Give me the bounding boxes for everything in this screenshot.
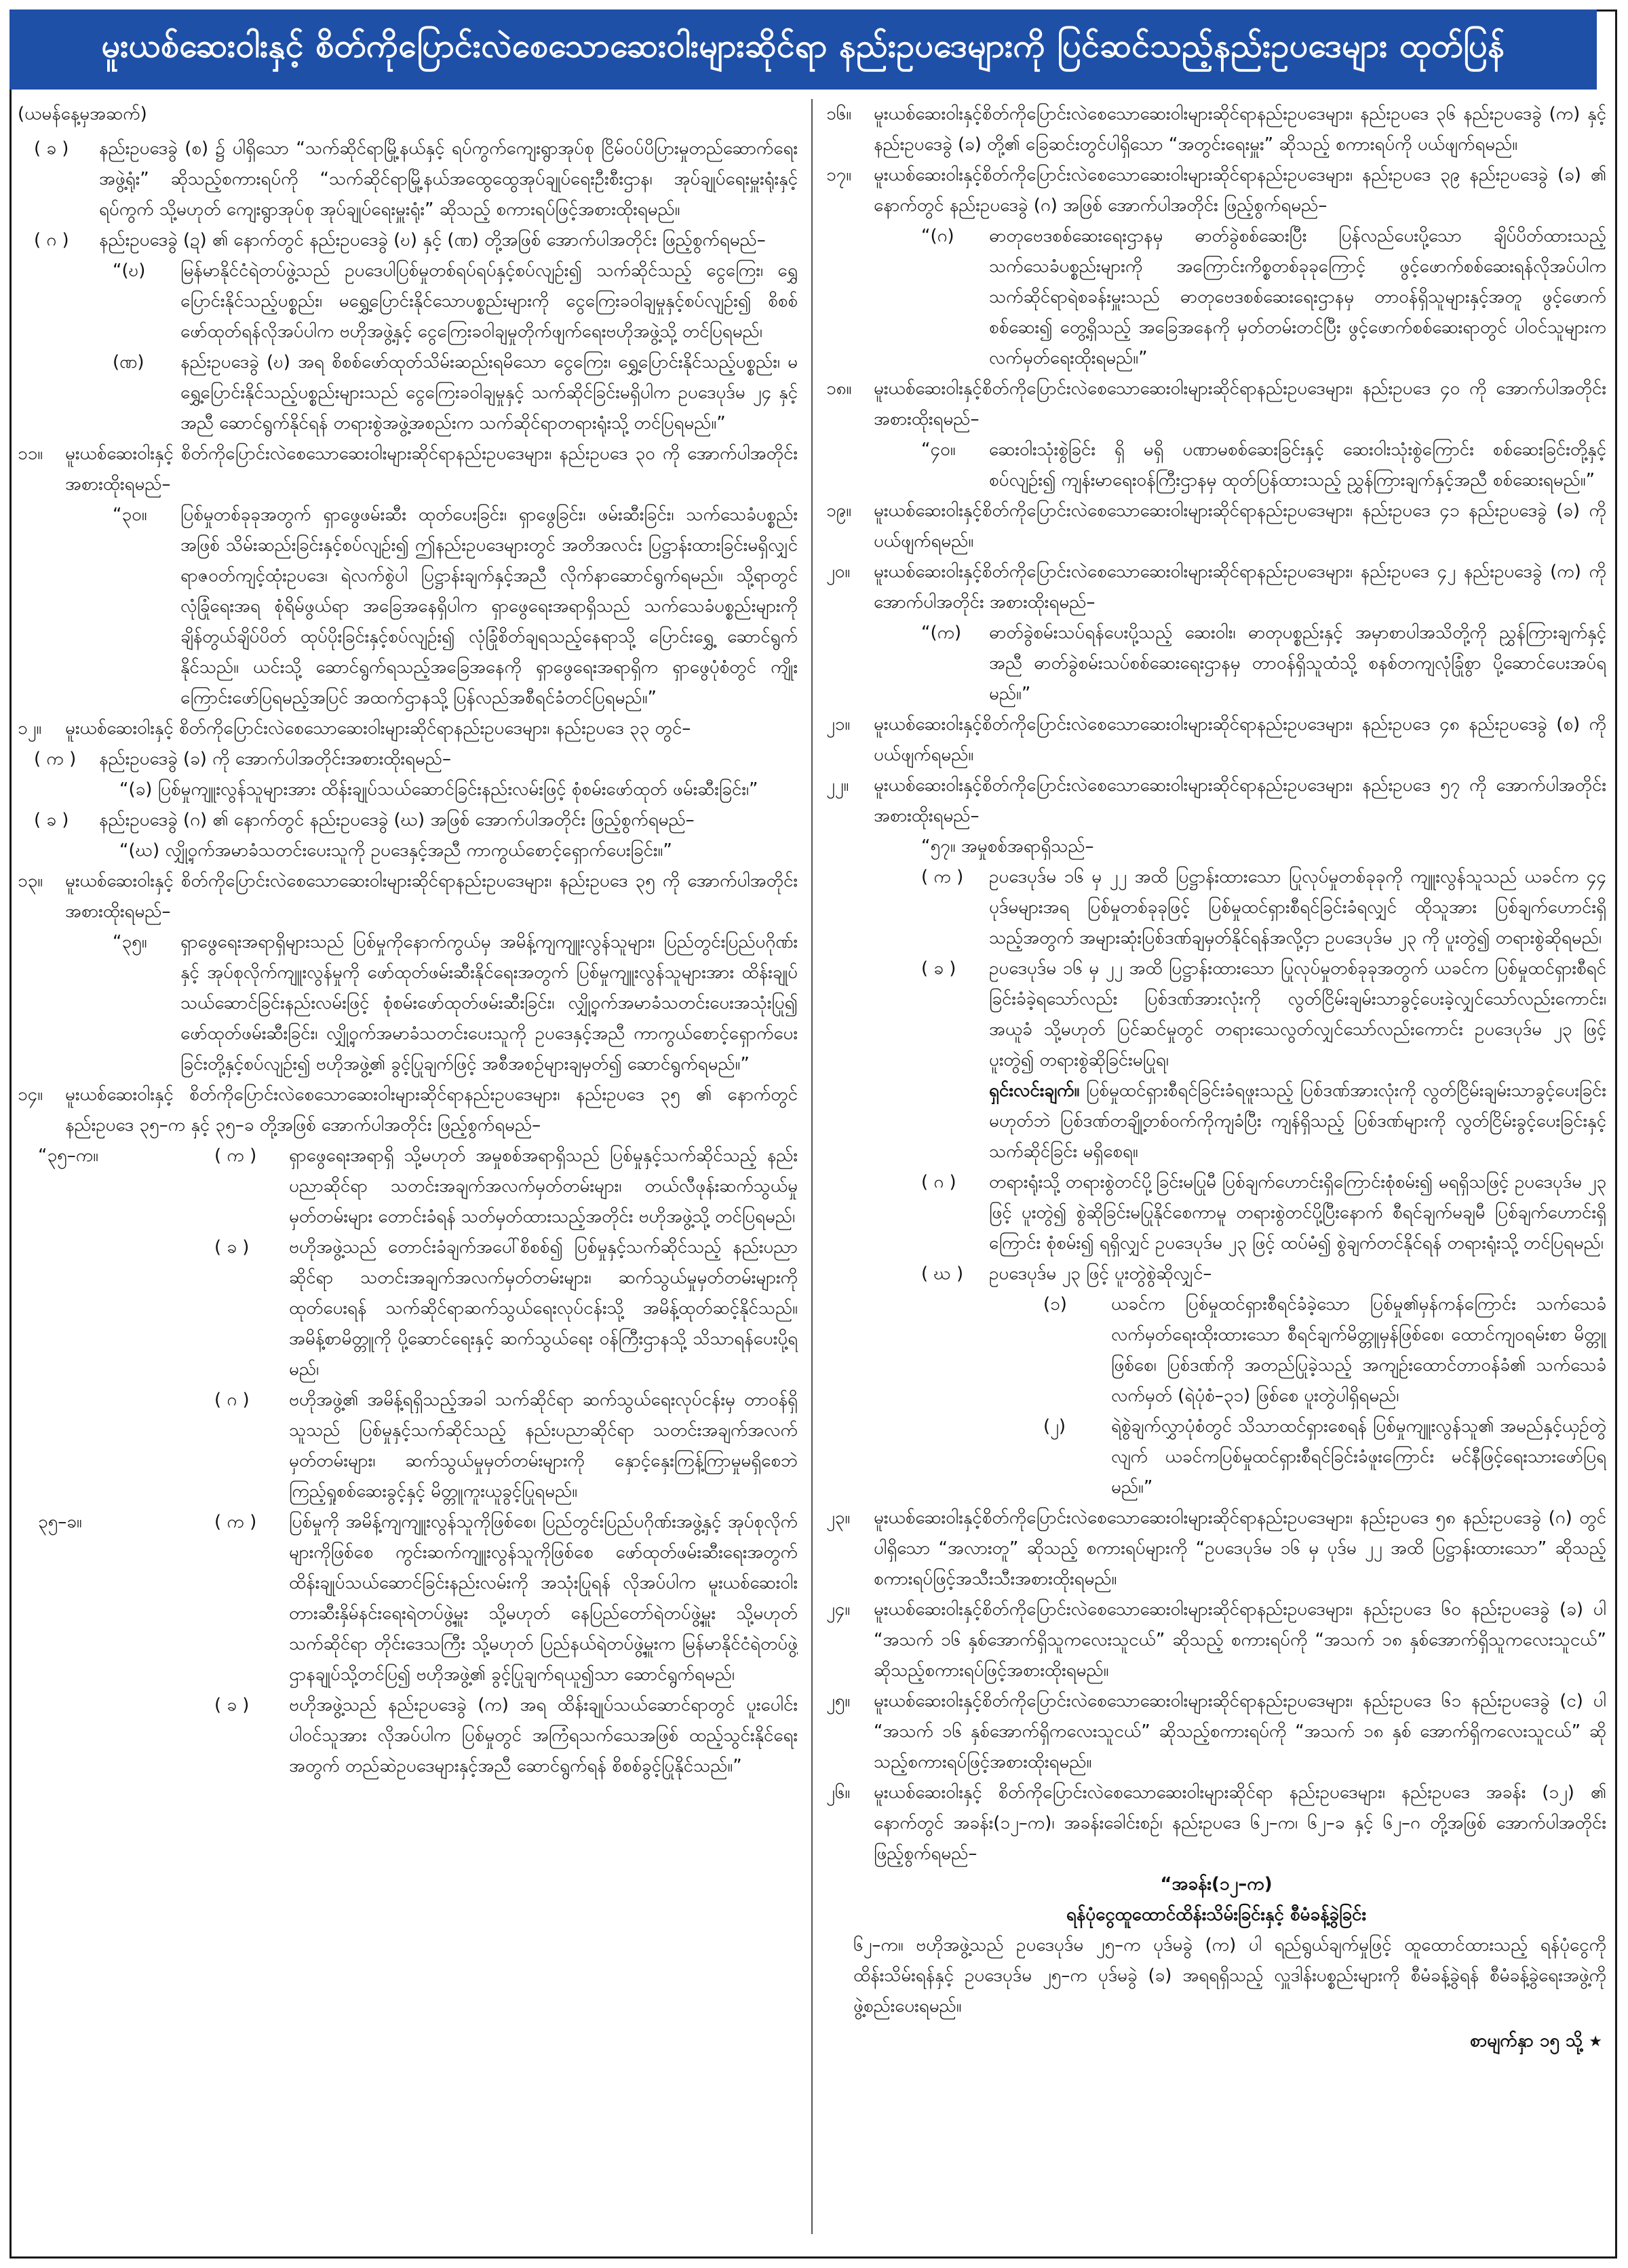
rule-35a-ga xyxy=(18,1385,798,1507)
section-text: မူးယစ်ဆေးဝါးနှင့်စိတ်ကိုပြောင်းလဲစေသောဆေးဝါးများဆိုင်ရာနည်းဥပဒေများ၊ နည်းဥပဒေ ၅၈ နည်းဥပဒေခွဲ (ဂ) တွင်ပါရှိသော “အလားတူ” ဆိုသည့် စကားရပ်များကို “ဥပဒေပုဒ်မ ၁၆ မှ ပုဒ်မ ၂၂ အထိ ပြဋ္ဌာန်းထားသော” ဆိုသည့်စကားရပ်ဖြင့်အသီးသီးအစားထိုးရမည်။ xyxy=(874,1508,1606,1589)
section-number: ၁၃။ xyxy=(18,871,43,891)
section-text: မူးယစ်ဆေးဝါးနှင့်စိတ်ကိုပြောင်းလဲစေသောဆေးဝါးများဆိုင်ရာနည်းဥပဒေများ၊ နည်းဥပဒေ ၄၂ နည်းဥပဒေခွဲ (က) ကို အောက်ပါအတိုင်း အစားထိုးရမည်– xyxy=(874,562,1606,612)
section-text: မူးယစ်ဆေးဝါးနှင့်စိတ်ကိုပြောင်းလဲစေသောဆေးဝါးများဆိုင်ရာနည်းဥပဒေများ၊ နည်းဥပဒေ ၄၁ နည်းဥပဒေခွဲ (ခ) ကို ပယ်ဖျက်ရမည်။ xyxy=(874,501,1606,551)
section-number: ၁၇။ xyxy=(826,165,852,185)
clause-text: တရားရုံးသို့ တရားစွဲတင်ပို့ခြင်းမပြုမီ ပြစ်ချက်ဟောင်းရှိကြောင်းစုံစမ်း၍ မရရှိသဖြင့် ဥပဒေပုဒ်မ ၂၃ ဖြင့် ပူးတွဲ၍ စွဲဆိုခြင်းမပြုနိုင်စေကာမူ တရားစွဲတင်ပို့ပြီးနောက် စီရင်ချက်မချမီ ပြစ်ချက်ဟောင်းရှိကြောင်း စုံစမ်း၍ ရရှိလျှင် ဥပဒေပုဒ်မ ၂၃ ဖြင့် ထပ်မံ၍ စွဲချက်တင်နိုင်ရန် တရားရုံးသို့ တင်ပြရမည်၊ xyxy=(989,1172,1606,1253)
section-number: ၂၅။ xyxy=(826,1691,851,1711)
section-24 xyxy=(826,1595,1606,1686)
clause-mark: ( ဃ ) xyxy=(921,1264,964,1284)
clause-ka xyxy=(826,862,1606,954)
section-26 xyxy=(826,1778,1606,1869)
sub-clause-1 xyxy=(826,1289,1606,1411)
clause-text: ပြစ်မှုကို အမိန့်ကျကျူးလွန်သူကိုဖြစ်စေ၊ ပြည်တွင်းပြည်ပဂိုဏ်းအဖွဲ့နှင့် အုပ်စုလိုက်များကိုဖြစ်စေ ကွင်းဆက်ကျူးလွန်သူကိုဖြစ်စေ ဖော်ထုတ်ဖမ်းဆီးရေးအတွက် ထိန်းချုပ်သယ်ဆောင်ခြင်းနည်းလမ်းကို အသုံးပြုရန် လိုအပ်ပါက မူးယစ်ဆေးဝါးတားဆီးနှိမ်နင်းရေးရဲတပ်ဖွဲ့မှူး သို့မဟုတ် နေပြည်တော်ရဲတပ်ဖွဲ့မှူး သို့မဟုတ် သက်ဆိုင်ရာ တိုင်းဒေသကြီး သို့မဟုတ် ပြည်နယ်ရဲတပ်ဖွဲ့မှူးက မြန်မာနိုင်ငံရဲတပ်ဖွဲ့ဌာနချုပ်သို့တင်ပြ၍ ဗဟိုအဖွဲ့၏ ခွင့်ပြုချက်ရယူ၍သာ ဆောင်ရွက်ရမည်၊ xyxy=(289,1512,798,1685)
subsection-text: နည်းဥပဒေခွဲ (စ) ၌ ပါရှိသော “သက်ဆိုင်ရာမြို့နယ်နှင့် ရပ်ကွက်ကျေးရွာအုပ်စု ငြိမ်ဝပ်ပိပြားမှုတည်ဆောက်ရေးအဖွဲ့ရုံး” ဆိုသည့်စကားရပ်ကို “သက်ဆိုင်ရာမြို့နယ်အထွေထွေအုပ်ချုပ်ရေးဦးစီးဌာန၊ အုပ်ချုပ်ရေးမှူးရုံးနှင့် ရပ်ကွက် သို့မဟုတ် ကျေးရွာအုပ်စု အုပ်ချုပ်ရေးမှူးရုံး” ဆိုသည့် စကားရပ်ဖြင့်အစားထိုးရမည်။ xyxy=(99,138,798,220)
section-text: မူးယစ်ဆေးဝါးနှင့် စိတ်ကိုပြောင်းလဲစေသောဆေးဝါးများဆိုင်ရာနည်းဥပဒေများ၊ နည်းဥပဒေ ၃၅ ၏ နောက်တွင် နည်းဥပဒေ ၃၅–က နှင့် ၃၅–ခ တို့အဖြစ် အောက်ပါအတိုင်း ဖြည့်စွက်ရမည်– xyxy=(65,1084,798,1135)
sub-clause-mark: (၁) xyxy=(1043,1294,1067,1314)
section-text: မူးယစ်ဆေးဝါးနှင့် စိတ်ကိုပြောင်းလဲစေသောဆေးဝါးများဆိုင်ရာနည်းဥပဒေများ၊ နည်းဥပဒေ ၃၀ ကို အောက်ပါအတိုင်း အစားထိုးရမည်– xyxy=(65,444,798,494)
subsection-kha xyxy=(18,805,798,836)
section-17 xyxy=(826,160,1606,221)
clause-text: မြန်မာနိုင်ငံရဲတပ်ဖွဲ့သည် ဥပဒေပါပြစ်မှုတစ်ရပ်ရပ်နှင့်စပ်လျဉ်း၍ သက်ဆိုင်သည့် ငွေကြေး၊ ရွှေပြောင်းနိုင်သည့်ပစ္စည်း၊ မရွှေ့ပြောင်းနိုင်သောပစ္စည်းများကို ငွေကြေးခဝါချမှုနှင့်စပ်လျဉ်း၍ စိစစ်ဖော်ထုတ်ရန်လိုအပ်ပါက ဗဟိုအဖွဲ့နှင့် ငွေကြေးခဝါချမှုတိုက်ဖျက်ရေးဗဟိုအဖွဲ့သို့ တင်ပြရမည်၊ xyxy=(180,260,798,342)
section-number: ၁၈။ xyxy=(826,378,852,399)
clause-text: ဥပဒေပုဒ်မ ၁၆ မှ ၂၂ အထိ ပြဋ္ဌာန်းထားသော ပြုလုပ်မှုတစ်ခုခုကို ကျူးလွန်သူသည် ယခင်က ၄၄ ပုဒ်မများအရ ပြစ်မှုတစ်ခုခုဖြင့် ပြစ်မှုထင်ရှားစီရင်ခြင်းခံရလျှင် ထိုသူအား ပြစ်ချက်ဟောင်းရှိသည့်အတွက် အများဆုံးပြစ်ဒဏ်ချမှတ်နိုင်ရန်အလို့ငှာ ဥပဒေပုဒ်မ ၂၃ ကို ပူးတွဲ၍ တရားစွဲဆိုရမည်၊ xyxy=(989,867,1606,948)
subsection-text: နည်းဥပဒေခွဲ (ဍ) ၏ နောက်တွင် နည်းဥပဒေခွဲ (ဎ) နှင့် (ဏ) တို့အဖြစ် အောက်ပါအတိုင်း ဖြည့်စွက်ရမည်– xyxy=(99,230,766,250)
clause-mark: “(က) xyxy=(921,623,962,643)
section-25 xyxy=(826,1686,1606,1778)
section-text: မူးယစ်ဆေးဝါးနှင့်စိတ်ကိုပြောင်းလဲစေသောဆေးဝါးများဆိုင်ရာနည်းဥပဒေများ၊ နည်းဥပဒေ ၃၉ နည်းဥပဒေခွဲ (ခ) ၏ နောက်တွင် နည်းဥပဒေခွဲ (ဂ) အဖြစ် အောက်ပါအတိုင်း ဖြည့်စွက်ရမည်– xyxy=(874,165,1606,216)
section-text: မူးယစ်ဆေးဝါးနှင့်စိတ်ကိုပြောင်းလဲစေသောဆေးဝါးများဆိုင်ရာနည်းဥပဒေများ၊ နည်းဥပဒေ ၆၁ နည်းဥပဒေခွဲ (င) ပါ “အသက် ၁၆ နှစ်အောက်ရှိကလေးသူငယ်” ဆိုသည့်စကားရပ်ကို “အသက် ၁၈ နှစ် အောက်ရှိကလေးသူငယ်” ဆိုသည့်စကားရပ်ဖြင့်အစားထိုးရမည်။ xyxy=(874,1691,1606,1772)
clause-mark: ( ဂ ) xyxy=(214,1390,250,1410)
rule-text: ရှာဖွေရေးအရာရှိများသည် ပြစ်မှုကိုနောက်ကွယ်မှ အမိန့်ကျကျူးလွန်သူများ၊ ပြည်တွင်းပြည်ပဂိုဏ်းနှင့် အုပ်စုလိုက်ကျူးလွန်မှုကို ဖော်ထုတ်ဖမ်းဆီးနိုင်ရေးအတွက် ပြစ်မှုကျူးလွန်သူများအား ထိန်းချုပ်သယ်ဆောင်ခြင်းနည်းလမ်းဖြင့် စုံစမ်းဖော်ထုတ်ဖမ်းဆီးခြင်း၊ လျှို့ဝှက်အမာခံသတင်းပေးအသုံးပြု၍ ဖော်ထုတ်ဖမ်းဆီးခြင်း၊ လျှို့ဝှက်အမာခံသတင်းပေးသူကို ဥပဒေနှင့်အညီ ကာကွယ်စောင့်ရှောက်ပေးခြင်းတို့နှင့်စပ်လျဉ်း၍ ဗဟိုအဖွဲ့၏ ခွင့်ပြုချက်ဖြင့် အစီအစဉ်များချမှတ်၍ ဆောင်ရွက်ရမည်။” xyxy=(180,932,798,1074)
quoted-clause: “(ခ) ပြစ်မှုကျူးလွန်သူများအား ထိန်းချုပ်သယ်ဆောင်ခြင်းနည်းလမ်းဖြင့် စုံစမ်းဖော်ထုတ် ဖမ်းဆီးခြင်း၊” xyxy=(119,779,758,800)
clause-mark: “(ဂ) xyxy=(921,226,954,246)
rule-35b-ka xyxy=(18,1507,798,1690)
section-number: ၂၁။ xyxy=(826,714,851,735)
column-divider xyxy=(811,99,813,2234)
explanation-text: ပြစ်မှုထင်ရှားစီရင်ခြင်းခံရဖူးသည့် ပြစ်ဒဏ်အားလုံးကို လွတ်ငြိမ်းချမ်းသာခွင့်ပေးခြင်းမဟုတ်ဘဲ ပြစ်ဒဏ်တချို့တစ်ဝက်ကိုကျခံပြီး ကျန်ရှိသည့် ပြစ်ဒဏ်များကို လွတ်ငြိမ်းခွင့်ပေးခြင်းနှင့်သက်ဆိုင်ခြင်း မရှိစေရ။ xyxy=(989,1080,1606,1162)
sub-clause-text: ရဲစွဲချက်လွှာပုံစံတွင် သိသာထင်ရှားစေရန် ပြစ်မှုကျူးလွန်သူ၏ အမည်နှင့်ယှဉ်တွဲလျက် ယခင်ကပြစ်မှုထင်ရှားစီရင်ခြင်းခံဖူးကြောင်း မင်နီဖြင့်ရေးသားဖော်ပြရမည်။” xyxy=(1111,1416,1606,1498)
rule-number: ၃၅–ခ။ xyxy=(38,1512,82,1532)
rule-number: “၃၅–က။ xyxy=(38,1146,99,1166)
clause-mark: (ဏ) xyxy=(113,352,144,372)
clause-mark: “(ဎ) xyxy=(113,260,146,281)
rule-number: “၄၀။ xyxy=(921,439,956,460)
sub-clause-mark: (၂) xyxy=(1043,1416,1066,1436)
quoted-clause: “(ဃ) လျှို့ဝှက်အမာခံသတင်းပေးသူကို ဥပဒေနှင့်အညီ ကာကွယ်စောင့်ရှောက်ပေးခြင်း။” xyxy=(119,840,672,861)
quoted-rule-57: “၅၇။ အမှုစစ်အရာရှိသည်– xyxy=(921,836,1094,857)
clause-mark: ( ဂ ) xyxy=(921,1172,956,1192)
right-column xyxy=(826,99,1606,2234)
clause-mark: ( က ) xyxy=(214,1146,257,1166)
clause-text: ဗဟိုအဖွဲ့သည် နည်းဥပဒေခွဲ (က) အရ ထိန်းချုပ်သယ်ဆောင်ရာတွင် ပူးပေါင်းပါဝင်သူအား လိုအပ်ပါက ပြစ်မှုတွင် အကြံရသက်သေအဖြစ် ထည့်သွင်းနိုင်ရေးအတွက် တည်ဆဲဥပဒေများနှင့်အညီ ဆောင်ရွက်ရန် စိစစ်ခွင့်ပြုနိုင်သည်။” xyxy=(289,1695,798,1776)
star-icon: ★ xyxy=(1589,2033,1602,2050)
section-13 xyxy=(18,866,798,927)
left-column xyxy=(18,99,798,2234)
clause-text: ဗဟိုအဖွဲ့သည် တောင်းခံချက်အပေါ်စိစစ်၍ ပြစ်မှုနှင့်သက်ဆိုင်သည့် နည်းပညာဆိုင်ရာ သတင်းအချက်အလက်မှတ်တမ်းများ၊ ဆက်သွယ်မှုမှတ်တမ်းများကိုထုတ်ပေးရန် သက်ဆိုင်ရာဆက်သွယ်ရေးလုပ်ငန်းသို့ အမိန့်ထုတ်ဆင့်နိုင်သည်။ အမိန့်စာမိတ္တူကို ပို့ဆောင်ရေးနှင့် ဆက်သွယ်ရေး ဝန်ကြီးဌာနသို့ သိသာရန်ပေးပို့ရမည်၊ xyxy=(289,1237,798,1380)
section-text: မူးယစ်ဆေးဝါးနှင့်စိတ်ကိုပြောင်းလဲစေသောဆေးဝါးများဆိုင်ရာနည်းဥပဒေများ၊ နည်းဥပဒေ ၆၀ နည်းဥပဒေခွဲ (ခ) ပါ “အသက် ၁၆ နှစ်အောက်ရှိသူကလေးသူငယ်” ဆိုသည့် စကားရပ်ကို “အသက် ၁၈ နှစ်အောက်ရှိသူကလေးသူငယ်” ဆိုသည့်စကားရပ်ဖြင့်အစားထိုးရမည်။ xyxy=(874,1599,1606,1681)
quoted-rule-40 xyxy=(826,435,1606,496)
quoted-rule-35 xyxy=(18,927,798,1080)
clause-mark: ( က ) xyxy=(214,1512,257,1532)
subsection-text: နည်းဥပဒေခွဲ (ဂ) ၏ နောက်တွင် နည်းဥပဒေခွဲ (ဃ) အဖြစ် အောက်ပါအတိုင်း ဖြည့်စွက်ရမည်– xyxy=(99,810,695,830)
subsection-mark: ( ခ ) xyxy=(34,810,69,830)
clause-kha xyxy=(826,954,1606,1076)
section-number: ၂၂။ xyxy=(826,775,849,796)
clause-text: ရှာဖွေရေးအရာရှိ သို့မဟုတ် အမှုစစ်အရာရှိသည် ပြစ်မှုနှင့်သက်ဆိုင်သည့် နည်းပညာဆိုင်ရာ သတင်းအချက်အလက်မှတ်တမ်းများ၊ တယ်လီဖုန်းဆက်သွယ်မှုမှတ်တမ်းများ တောင်းခံရန် သတ်မှတ်ထားသည့်အတိုင်း ဗဟိုအဖွဲ့သို့ တင်ပြရမည်၊ xyxy=(289,1146,798,1227)
clause-gha xyxy=(826,1259,1606,1289)
section-text: မူးယစ်ဆေးဝါးနှင့်စိတ်ကိုပြောင်းလဲစေသောဆေးဝါးများဆိုင်ရာနည်းဥပဒေများ၊ နည်းဥပဒေ ၄၈ နည်းဥပဒေခွဲ (စ) ကို ပယ်ဖျက်ရမည်။ xyxy=(874,714,1606,765)
clause-text: ဓာတုဗေဒစစ်ဆေးရေးဌာနမှ ဓာတ်ခွဲစစ်ဆေးပြီး ပြန်လည်ပေးပို့သော ချိပ်ပိတ်ထားသည့် သက်သေခံပစ္စည်းများကို အကြောင်းကိစ္စတစ်ခုခုကြောင့် ဖွင့်ဖောက်စစ်ဆေးရန်လိုအပ်ပါက သက်ဆိုင်ရာရဲစခန်းမှူးသည် ဓာတုဗေဒစစ်ဆေးရေးဌာနမှ တာဝန်ရှိသူများနှင့်အတူ ဖွင့်ဖောက်စစ်ဆေး၍ တွေ့ရှိသည့် အခြေအနေကို မှတ်တမ်းတင်ပြီး ဖွင့်ဖောက်စစ်ဆေးရာတွင် ပါဝင်သူများက လက်မှတ်ရေးထိုးရမည်။” xyxy=(989,226,1606,368)
clause-mark: ( ခ ) xyxy=(921,958,956,979)
rule-35a-kha xyxy=(18,1232,798,1385)
continuation-label: (ယမန်နေ့မှအဆက်) xyxy=(18,104,147,124)
subsection-ka xyxy=(18,744,798,775)
clause-ga xyxy=(826,1167,1606,1259)
explanation xyxy=(826,1076,1606,1167)
clause-mark: ( ခ ) xyxy=(214,1237,250,1257)
chapter-title: ရန်ပုံငွေထူထောင်ထိန်းသိမ်းခြင်းနှင့် စီမံခန့်ခွဲခြင်း xyxy=(1066,1904,1367,1925)
subsection-mark: ( ခ ) xyxy=(34,138,69,159)
section-text: မူးယစ်ဆေးဝါးနှင့်စိတ်ကိုပြောင်းလဲစေသောဆေးဝါးများဆိုင်ရာနည်းဥပဒေများ၊ နည်းဥပဒေ ၅၇ ကို အောက်ပါအတိုင်း အစားထိုးရမည်– xyxy=(874,775,1606,826)
clause-text: ဓာတ်ခွဲစမ်းသပ်ရန်ပေးပို့သည့် ဆေးဝါး၊ ဓာတုပစ္စည်းနှင့် အမှာစာပါအသိတို့ကို ညွှန်ကြားချက်နှင့်အညီ ဓာတ်ခွဲစမ်းသပ်စစ်ဆေးရေးဌာနမှ တာဝန်ရှိသူထံသို့ စနစ်တကျလုံခြုံစွာ ပို့ဆောင်ပေးအပ်ရမည်။” xyxy=(989,623,1606,704)
section-11 xyxy=(18,439,798,500)
chapter-number: “အခန်း(၁၂–က) xyxy=(1160,1874,1273,1894)
section-20 xyxy=(826,557,1606,618)
section-text: မူးယစ်ဆေးဝါးနှင့်စိတ်ကိုပြောင်းလဲစေသောဆေးဝါးများဆိုင်ရာနည်းဥပဒေများ၊ နည်းဥပဒေ ၃၆ နည်းဥပဒေခွဲ (က) နှင့် နည်းဥပဒေခွဲ (ခ) တို့၏ ခြေဆင်းတွင်ပါရှိသော “အတွင်းရေးမှူး” ဆိုသည့် စကားရပ်ကို ပယ်ဖျက်ရမည်။ xyxy=(874,104,1606,155)
section-number: ၁၂။ xyxy=(18,718,42,739)
section-16 xyxy=(826,99,1606,160)
section-number: ၂၄။ xyxy=(826,1599,851,1620)
clause-text: ဗဟိုအဖွဲ့၏ အမိန့်ရရှိသည့်အခါ သက်ဆိုင်ရာ ဆက်သွယ်ရေးလုပ်ငန်းမှ တာဝန်ရှိသူသည် ပြစ်မှုနှင့်သက်ဆိုင်သည့် နည်းပညာဆိုင်ရာ သတင်းအချက်အလက်မှတ်တမ်းများ၊ ဆက်သွယ်မှုမှတ်တမ်းများကို နှောင့်နှေးကြန့်ကြာမှုမရှိစေဘဲ ကြည့်ရှုစစ်ဆေးခွင့်နှင့် မိတ္တူကူးယူခွင့်ပြုရမည်။ xyxy=(289,1390,798,1502)
quoted-rule-30 xyxy=(18,500,798,713)
section-text: မူးယစ်ဆေးဝါးနှင့်စိတ်ကိုပြောင်းလဲစေသောဆေးဝါးများဆိုင်ရာနည်းဥပဒေများ၊ နည်းဥပဒေ ၄၀ ကို အောက်ပါအတိုင်း အစားထိုးရမည်– xyxy=(874,378,1606,429)
section-text: မူးယစ်ဆေးဝါးနှင့် စိတ်ကိုပြောင်းလဲစေသောဆေးဝါးများဆိုင်ရာ နည်းဥပဒေများ၊ နည်းဥပဒေ အခန်း (၁၂) ၏ နောက်တွင် အခန်း(၁၂–က)၊ အခန်းခေါင်းစဉ်၊ နည်းဥပဒေ ၆၂–က၊ ၆၂–ခ နှင့် ၆၂–ဂ တို့အဖြစ် အောက်ပါအတိုင်းဖြည့်စွက်ရမည်– xyxy=(874,1782,1606,1864)
quoted-clause-ka xyxy=(826,618,1606,709)
section-text: မူးယစ်ဆေးဝါးနှင့် စိတ်ကိုပြောင်းလဲစေသောဆေးဝါးများဆိုင်ရာနည်းဥပဒေများ၊ နည်းဥပဒေ ၃၃ တွင်– xyxy=(65,718,691,739)
rule-62a: ၆၂–က။ ဗဟိုအဖွဲ့သည် ဥပဒေပုဒ်မ ၂၅–က ပုဒ်မခွဲ (က) ပါ ရည်ရွယ်ချက်မှုဖြင့် ထူထောင်ထားသည့် ရန်ပုံငွေကို ထိန်းသိမ်းရန်နှင့် ဥပဒေပုဒ်မ ၂၅–က ပုဒ်မခွဲ (ခ) အရရရှိသည့် လှူဒါန်းပစ္စည်းများကို စီမံခန့်ခွဲရန် စီမံခန့်ခွဲရေးအဖွဲ့ကို ဖွဲ့စည်းပေးရမည်။ xyxy=(853,1935,1606,2016)
rule-text: ဆေးဝါးသုံးစွဲခြင်း ရှိ မရှိ ပဏာမစစ်ဆေးခြင်းနှင့် ဆေးဝါးသုံးစွဲကြောင်း စစ်ဆေးခြင်းတို့နှင့်စပ်လျဉ်း၍ ကျန်းမာရေးဝန်ကြီးဌာနမှ ထုတ်ပြန်ထားသည့် ညွှန်ကြားချက်နှင့်အညီ စစ်ဆေးရမည်။” xyxy=(989,439,1606,490)
sub-clause-2 xyxy=(826,1411,1606,1503)
clause-text: ဥပဒေပုဒ်မ ၁၆ မှ ၂၂ အထိ ပြဋ္ဌာန်းထားသော ပြုလုပ်မှုတစ်ခုခုအတွက် ယခင်က ပြစ်မှုထင်ရှားစီရင်ခြင်းခံခဲ့ရသော်လည်း ပြစ်ဒဏ်အားလုံးကို လွတ်ငြိမ်းချမ်းသာခွင့်ပေးခဲ့လျှင်သော်လည်းကောင်း၊ အယူခံ သို့မဟုတ် ပြင်ဆင်မှုတွင် တရားသေလွတ်လျှင်သော်လည်းကောင်း ဥပဒေပုဒ်မ ၂၃ ဖြင့် ပူးတွဲ၍ တရားစွဲဆိုခြင်းမပြုရ၊ xyxy=(989,958,1606,1070)
subsection-text: နည်းဥပဒေခွဲ (ခ) ကို အောက်ပါအတိုင်းအစားထိုးရမည်– xyxy=(99,749,451,769)
rule-35b-kha xyxy=(18,1690,798,1782)
clause-mark: ( ခ ) xyxy=(214,1695,250,1715)
clause-na xyxy=(18,347,798,439)
section-number: ၂၀။ xyxy=(826,562,851,582)
rule-number: “၃၅။ xyxy=(113,932,147,952)
subsection-kha xyxy=(18,134,798,225)
sub-clause-text: ယခင်က ပြစ်မှုထင်ရှားစီရင်ခံခဲ့သော ပြစ်မှု၏မှန်ကန်ကြောင်း သက်သေခံလက်မှတ်ရေးထိုးထားသော စီရင်ချက်မိတ္တူမှန်ဖြစ်စေ၊ ထောင်ကျဝရမ်းစာ မိတ္တူဖြစ်စေ၊ ပြစ်ဒဏ်ကို အတည်ပြုခဲ့သည့် အကျဉ်းထောင်တာဝန်ခံ၏ သက်သေခံလက်မှတ် (ရဲပုံစံ–၃၁) ဖြစ်စေ ပူးတွဲပါရှိရမည်၊ xyxy=(1111,1294,1606,1406)
subsection-mark: ( က ) xyxy=(34,749,77,769)
section-19 xyxy=(826,496,1606,557)
section-12 xyxy=(18,713,798,744)
quoted-clause-ga xyxy=(826,221,1606,374)
section-number: ၁၉။ xyxy=(826,501,852,521)
section-number: ၂၃။ xyxy=(826,1508,851,1528)
subsection-ga xyxy=(18,225,798,256)
explanation-label: ရှင်းလင်းချက်။ xyxy=(989,1080,1080,1101)
section-14 xyxy=(18,1080,798,1141)
rule-35a-ka xyxy=(18,1141,798,1232)
rule-text: ပြစ်မှုတစ်ခုခုအတွက် ရှာဖွေဖမ်းဆီး ထုတ်ပေးခြင်း၊ ရှာဖွေခြင်း၊ ဖမ်းဆီးခြင်း၊ သက်သေခံပစ္စည်းအဖြစ် သိမ်းဆည်းခြင်းနှင့်စပ်လျဉ်း၍ ဤနည်းဥပဒေများတွင် အတိအလင်း ပြဋ္ဌာန်းထားခြင်းမရှိလျှင် ရာဇဝတ်ကျင့်ထုံးဥပဒေ၊ ရဲလက်စွဲပါ ပြဋ္ဌာန်းချက်နှင့်အညီ လိုက်နာဆောင်ရွက်ရမည်။ သို့ရာတွင် လုံခြုံရေးအရ စုံရိမ်ဖွယ်ရာ အခြေအနေရှိပါက ရှာဖွေရေးအရာရှိသည် သက်သေခံပစ္စည်းများကို ချိန်တွယ်ချိပ်ပိတ် ထုပ်ပိုးခြင်းနှင့်စပ်လျဉ်း၍ လုံခြုံစိတ်ချရသည့်နေရာသို့ ပြောင်းရွှေ့ ဆောင်ရွက်နိုင်သည်။ ယင်းသို့ ဆောင်ရွက်ရသည့်အခြေအနေကို ရှာဖွေရေးအရာရှိက ရှာဖွေပုံစံတွင် ကျိုးကြောင်းဖော်ပြရမည့်အပြင် အထက်ဌာနသို့ ပြန်လည်အစီရင်ခံတင်ပြရမည်။” xyxy=(180,505,798,708)
clause-nna xyxy=(18,256,798,347)
subsection-mark: ( ဂ ) xyxy=(34,230,69,250)
section-text: မူးယစ်ဆေးဝါးနှင့် စိတ်ကိုပြောင်းလဲစေသောဆေးဝါးများဆိုင်ရာနည်းဥပဒေများ၊ နည်းဥပဒေ ၃၅ ကို အောက်ပါအတိုင်း အစားထိုးရမည်– xyxy=(65,871,798,922)
page-title: မူးယစ်ဆေးဝါးနှင့် စိတ်ကိုပြောင်းလဲစေသောဆေးဝါးများဆိုင်ရာ နည်းဥပဒေများကို ပြင်ဆင်သည့်နည်းဥပဒေများ ထုတ်ပြန် xyxy=(9,9,1597,90)
continued-text: စာမျက်နှာ ၁၅ သို့ xyxy=(1469,2031,1583,2051)
section-22 xyxy=(826,770,1606,832)
rule-number: “၃၀။ xyxy=(113,505,147,525)
clause-text: နည်းဥပဒေခွဲ (ဎ) အရ စိစစ်ဖော်ထုတ်သိမ်းဆည်းရမိသော ငွေကြေး၊ ရွှေ့ပြောင်းနိုင်သည့်ပစ္စည်း၊ မရွှေ့ပြောင်းနိုင်သည့်ပစ္စည်းများသည် ငွေကြေးခဝါချမှုနှင့် သက်ဆိုင်ခြင်းမရှိပါက ဥပဒေပုဒ်မ ၂၄ နှင့်အညီ ဆောင်ရွက်နိုင်ရန် တရားစွဲအဖွဲ့အစည်းက သက်ဆိုင်ရာတရားရုံးသို့ တင်ပြရမည်။” xyxy=(180,352,798,433)
section-number: ၁၄။ xyxy=(18,1084,43,1105)
section-18 xyxy=(826,374,1606,435)
section-number: ၂၆။ xyxy=(826,1782,851,1803)
section-23 xyxy=(826,1503,1606,1595)
clause-text: ဥပဒေပုဒ်မ ၂၃ ဖြင့် ပူးတွဲစွဲဆိုလျှင်– xyxy=(989,1264,1212,1284)
clause-mark: ( က ) xyxy=(921,867,964,887)
section-number: ၁၁။ xyxy=(18,444,43,464)
section-number: ၁၆။ xyxy=(826,104,852,124)
continued-note xyxy=(826,2026,1606,2057)
section-21 xyxy=(826,709,1606,770)
